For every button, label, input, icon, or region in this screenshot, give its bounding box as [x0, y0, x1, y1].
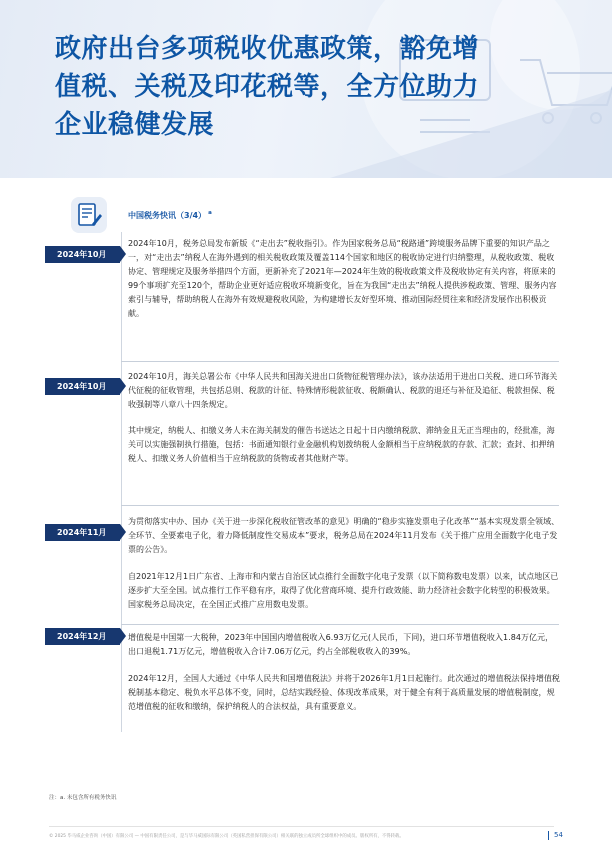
entry-separator-2 — [121, 505, 559, 506]
entry-separator-1 — [121, 361, 559, 362]
date-tag-4: 2024年12月 — [45, 628, 120, 645]
footer-divider — [49, 826, 554, 827]
entry-2-paragraph-1: 2024年10月，海关总署公布《中华人民共和国海关进出口货物征税管理办法》，该办法适用于进出口关税、进口环节海关代征税的征收管理，共包括总则、税款的计征、特殊情形税款征收、税额确认、税款的退还与补征及追征、税款担保、税收强制等八章八十四条规定。 — [128, 372, 558, 409]
entry-1-paragraph-1: 2024年10月，税务总局发布新版《“走出去”税收指引》。作为国家税务总局“税路通”跨境服务品牌下重要的知识产品之一，对“走出去”纳税人在海外遇到的相关税收政策及覆盖114个国家和地区的税收协定进行归纳整理，从税收政策、税收协定、管理规定及服务举措四个方面，更新补充了2021年—2024年生效的税收政策文件及税收协定有关内容，将原来的99个事项扩充至120个，帮助企业更好适应税收环境新变化，旨在为我国“走出去”纳税人提供涉税政策、管理、服务内容索引与辅导，帮助纳税人在海外有效规避税收风险，为构建增长友好型环境、推动国际经贸往来和经济发展作出积极贡献。 — [128, 239, 557, 318]
source-footnote-marker: a — [208, 210, 212, 217]
timeline-line — [121, 232, 122, 732]
footer-legal-text: © 2025 毕马威企业咨询（中国）有限公司 — 中国有限责任公司，是与毕马威国际有限公司（英国私营担保有限公司）相关联的独立成员所全球组织中的成员。版权所有，不得转载。 — [49, 834, 404, 839]
source-title — [128, 210, 212, 221]
entry-4-paragraph-2: 2024年12月，全国人大通过《中华人民共和国增值税法》并将于2026年1月1日起施行。此次通过的增值税法保持增值税税制基本稳定、税负水平总体不变，同时，总结实践经验、体现改革成果，对于健全有利于高质量发展的增值税制度，规范增值税的征收和缴纳，保护纳税人的合法权益，具有重要意义。 — [128, 674, 560, 711]
entry-separator-3 — [121, 624, 559, 625]
page-title — [55, 30, 575, 144]
footnote: 注：a. 未包含所有税务快讯 — [49, 795, 117, 801]
entry-4-paragraph-1: 增值税是中国第一大税种，2023年中国国内增值税收入6.93万亿元(人民币，下同)，进口环节增值税收入1.84万亿元，出口退税1.71万亿元，增值税收入合计7.06万亿元，约占全部税收收入的39%。 — [128, 633, 554, 656]
page-number: 54 — [548, 831, 563, 840]
source-title-text: 中国税务快讯（3/4） — [128, 211, 207, 220]
title-line-1: 政府出台多项税收优惠政策，豁免增 — [55, 34, 480, 64]
entry-3-paragraph-2: 自2021年12月1日广东省、上海市和内蒙古自治区试点推行全面数字化电子发票（以下简称数电发票）以来，试点地区已逐步扩大至全国。试点推行工作平稳有序，取得了优化营商环境、提升行政效能、助力经济社会数字化转型的积极效果。国家税务总局决定，在全国正式推广应用数电发票。 — [128, 572, 559, 609]
document-pen-icon — [70, 196, 108, 234]
hero-banner — [0, 0, 612, 178]
date-tag-2: 2024年10月 — [45, 378, 120, 395]
date-tag-3: 2024年11月 — [45, 524, 120, 541]
entry-3-paragraph-1: 为贯彻落实中办、国办《关于进一步深化税收征管改革的意见》明确的“稳步实施发票电子化改革”“基本实现发票全领域、全环节、全要素电子化，着力降低制度性交易成本”要求，税务总局在2024年11月发布《关于推广应用全面数字化电子发票的公告》。 — [128, 517, 560, 554]
title-line-2: 值税、关税及印花税等，全方位助力 — [55, 72, 480, 102]
date-tag-1: 2024年10月 — [45, 246, 120, 263]
entry-2-paragraph-2: 其中规定，纳税人、扣缴义务人未在海关制发的催告书送达之日起十日内缴纳税款、滞纳金且无正当理由的，经批准，海关可以实施强制执行措施，包括：书面通知银行业金融机构划拨纳税人金额相当于应纳税款的存款、汇款；查封、扣押纳税人、扣缴义务人价值相当于应纳税款的货物或者其他财产等。 — [128, 426, 555, 463]
title-line-3: 企业稳健发展 — [55, 110, 215, 140]
